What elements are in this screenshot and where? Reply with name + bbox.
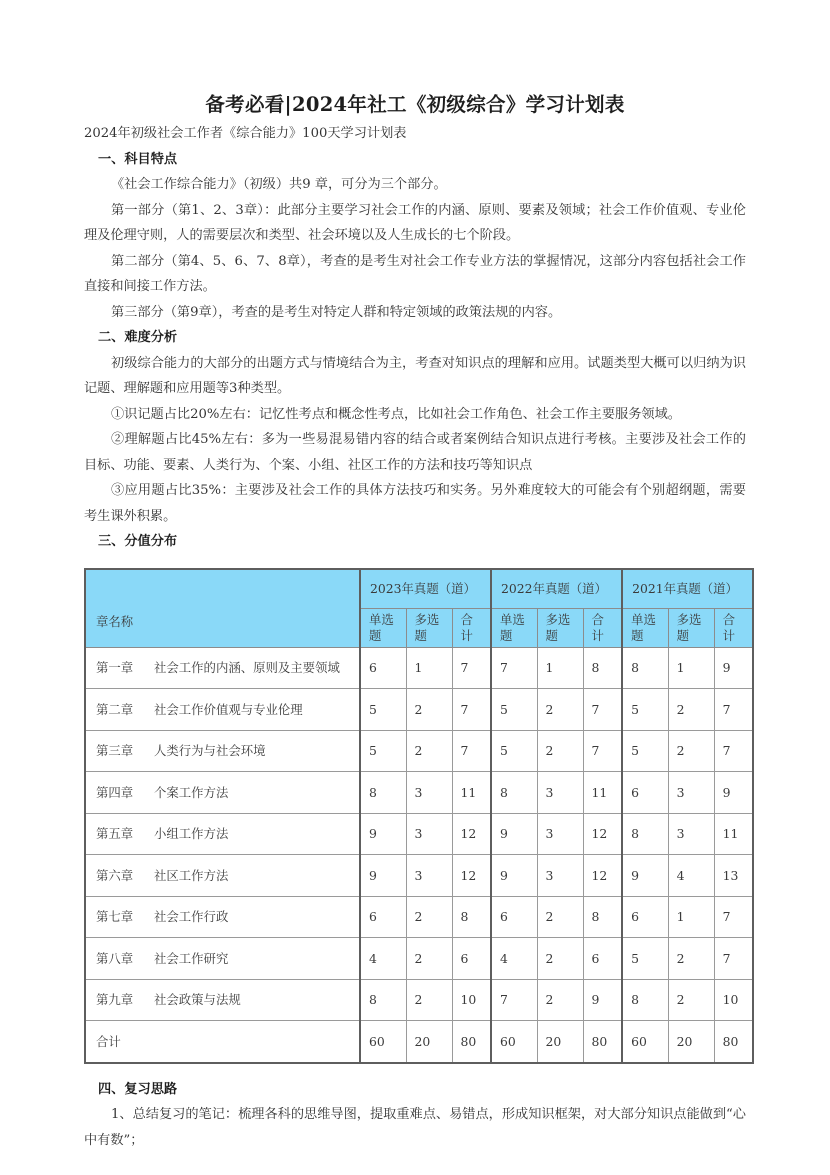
table-cell-chapter-name xyxy=(85,1021,360,1063)
table-cell-value: 6 xyxy=(583,938,622,980)
column-header-year-2021: 2021年真题（道） xyxy=(622,569,753,609)
chapter-title: 个案工作方法 xyxy=(154,784,229,800)
table-cell-value: 2 xyxy=(406,689,452,731)
chapter-number: 第二章 xyxy=(96,701,134,717)
paragraph-chapters-overview: 《社会工作综合能力》（初级）共9 章，可分为三个部分。 xyxy=(111,177,447,193)
table-row xyxy=(85,730,753,772)
column-header-year-2023: 2023年真题（道） xyxy=(360,569,491,609)
column-header-2023-single-choice: 单选题 xyxy=(360,608,406,647)
table-cell-value: 5 xyxy=(360,689,406,731)
section-heading-score-distribution: 三、分值分布 xyxy=(98,534,178,550)
chapter-number: 第四章 xyxy=(96,784,134,800)
table-cell-value: 9 xyxy=(360,813,406,855)
table-cell-value: 11 xyxy=(452,772,491,814)
table-cell-value: 7 xyxy=(714,689,753,731)
column-header-year-2022: 2022年真题（道） xyxy=(491,569,622,609)
score-distribution-table xyxy=(84,568,754,1064)
paragraph-part-two: 第二部分（第4、5、6、7、8章），考查的是考生对社会工作专业方法的掌握情况，这部分内容包括社会工作直接和间接工作方法。 xyxy=(84,253,746,295)
paragraph-part-three: 第三部分（第9章），考查的是考生对特定人群和特定领域的政策法规的内容。 xyxy=(111,304,562,320)
table-cell-value: 2 xyxy=(537,979,583,1021)
chapter-title: 小组工作方法 xyxy=(154,826,229,842)
table-cell-value: 2 xyxy=(406,979,452,1021)
table-cell-value: 8 xyxy=(360,979,406,1021)
chapter-number: 第七章 xyxy=(96,909,134,925)
table-cell-value: 7 xyxy=(714,896,753,938)
table-header xyxy=(85,569,753,648)
table-row xyxy=(85,689,753,731)
table-cell-value: 2 xyxy=(668,730,714,772)
table-cell-chapter-name xyxy=(85,647,360,689)
column-header-2023-multi-choice: 多选题 xyxy=(406,608,452,647)
table-cell-value: 12 xyxy=(583,813,622,855)
table-cell-chapter-name xyxy=(85,979,360,1021)
document-content xyxy=(84,0,746,1153)
chapter-title: 社区工作方法 xyxy=(154,867,229,883)
table-cell-value: 80 xyxy=(583,1021,622,1063)
table-cell-value: 5 xyxy=(622,689,668,731)
paragraph-review-notes: 1、总结复习的笔记：梳理各科的思维导图，提取重难点、易错点，形成知识框架，对大部分知识点能做到“心中有数”； xyxy=(84,1107,746,1148)
section-heading-subject-features: 一、科目特点 xyxy=(98,151,178,167)
table-row xyxy=(85,979,753,1021)
table-cell-chapter-name xyxy=(85,896,360,938)
table-cell-value: 7 xyxy=(583,730,622,772)
table-cell-value: 3 xyxy=(537,855,583,897)
table-cell-value: 4 xyxy=(668,855,714,897)
column-header-2023-total: 合计 xyxy=(452,608,491,647)
table-cell-value: 4 xyxy=(491,938,537,980)
table-cell-chapter-name xyxy=(85,813,360,855)
table-cell-value: 9 xyxy=(622,855,668,897)
table-cell-value: 8 xyxy=(360,772,406,814)
table-cell-value: 20 xyxy=(668,1021,714,1063)
document-subtitle: 2024年初级社会工作者《综合能力》100天学习计划表 xyxy=(84,126,407,142)
paragraph-part-one: 第一部分（第1、2、3章）：此部分主要学习社会工作的内涵、原则、要素及领域；社会工作价值观、专业伦理及伦理守则，人的需要层次和类型、社会环境以及人生成长的七个阶段。 xyxy=(84,202,746,244)
table-cell-value: 7 xyxy=(491,979,537,1021)
column-header-2021-total: 合计 xyxy=(714,608,753,647)
table-cell-value: 3 xyxy=(406,772,452,814)
table-cell-value: 7 xyxy=(452,730,491,772)
paragraph-memory-questions: ①识记题占比20%左右：记忆性考点和概念性考点，比如社会工作角色、社会工作主要服务领域。 xyxy=(111,406,681,422)
table-cell-value: 2 xyxy=(537,730,583,772)
section-heading-difficulty-analysis: 二、难度分析 xyxy=(98,330,178,346)
table-cell-value: 8 xyxy=(452,896,491,938)
table-cell-value: 6 xyxy=(452,938,491,980)
chapter-number: 第五章 xyxy=(96,826,134,842)
column-header-chapter-name-label: 章名称 xyxy=(96,613,134,629)
table-cell-value: 4 xyxy=(360,938,406,980)
chapter-title: 社会工作行政 xyxy=(154,909,229,925)
column-header-2022-total: 合计 xyxy=(583,608,622,647)
table-cell-value: 7 xyxy=(583,689,622,731)
column-header-2021-single-choice: 单选题 xyxy=(622,608,668,647)
table-cell-value: 60 xyxy=(360,1021,406,1063)
table-cell-value: 80 xyxy=(714,1021,753,1063)
chapter-number: 第九章 xyxy=(96,992,134,1008)
table-body xyxy=(85,647,753,1063)
table-cell-value: 5 xyxy=(622,730,668,772)
column-header-2022-multi-choice: 多选题 xyxy=(537,608,583,647)
table-cell-value: 6 xyxy=(622,896,668,938)
table-cell-value: 6 xyxy=(360,647,406,689)
chapter-number: 第三章 xyxy=(96,743,134,759)
table-cell-value: 5 xyxy=(360,730,406,772)
table-cell-value: 3 xyxy=(537,813,583,855)
table-cell-value: 3 xyxy=(668,772,714,814)
table-cell-value: 2 xyxy=(537,689,583,731)
table-cell-value: 8 xyxy=(583,647,622,689)
spacer xyxy=(84,1064,746,1077)
table-cell-value: 9 xyxy=(714,647,753,689)
table-cell-value: 20 xyxy=(406,1021,452,1063)
table-cell-value: 2 xyxy=(406,730,452,772)
table-cell-value: 12 xyxy=(452,855,491,897)
table-cell-value: 9 xyxy=(360,855,406,897)
table-cell-value: 2 xyxy=(668,979,714,1021)
chapter-number: 第一章 xyxy=(96,660,134,676)
table-cell-chapter-name xyxy=(85,772,360,814)
table-cell-value: 1 xyxy=(406,647,452,689)
table-cell-value: 3 xyxy=(406,855,452,897)
table-cell-value: 7 xyxy=(714,938,753,980)
table-cell-value: 8 xyxy=(622,979,668,1021)
chapter-title: 社会工作的内涵、原则及主要领域 xyxy=(154,660,340,676)
column-header-2021-multi-choice: 多选题 xyxy=(668,608,714,647)
column-header-chapter-name xyxy=(85,569,360,648)
table-cell-value: 2 xyxy=(406,896,452,938)
table-cell-value: 5 xyxy=(622,938,668,980)
table-cell-value: 1 xyxy=(537,647,583,689)
table-cell-value: 10 xyxy=(714,979,753,1021)
section-heading-review-approach: 四、复习思路 xyxy=(98,1081,178,1097)
table-row xyxy=(85,938,753,980)
column-header-2022-single-choice: 单选题 xyxy=(491,608,537,647)
chapter-title: 人类行为与社会环境 xyxy=(154,743,266,759)
table-cell-value: 7 xyxy=(452,689,491,731)
table-cell-value: 9 xyxy=(583,979,622,1021)
table-cell-value: 3 xyxy=(406,813,452,855)
chapter-number: 合计 xyxy=(96,1033,121,1049)
table-cell-value: 60 xyxy=(491,1021,537,1063)
table-cell-chapter-name xyxy=(85,730,360,772)
table-row xyxy=(85,855,753,897)
table-cell-value: 9 xyxy=(491,813,537,855)
table-cell-value: 2 xyxy=(668,938,714,980)
table-cell-value: 2 xyxy=(537,896,583,938)
table-cell-value: 6 xyxy=(491,896,537,938)
table-cell-value: 10 xyxy=(452,979,491,1021)
table-cell-value: 20 xyxy=(537,1021,583,1063)
table-header-row-years xyxy=(85,569,753,609)
table-cell-value: 1 xyxy=(668,896,714,938)
table-cell-chapter-name xyxy=(85,938,360,980)
table-row xyxy=(85,647,753,689)
page-title: 备考必看|2024年社工《初级综合》学习计划表 xyxy=(205,93,625,116)
table-cell-value: 7 xyxy=(714,730,753,772)
table-cell-value: 2 xyxy=(406,938,452,980)
table-row xyxy=(85,896,753,938)
table-cell-value: 12 xyxy=(583,855,622,897)
table-cell-value: 8 xyxy=(491,772,537,814)
table-cell-chapter-name xyxy=(85,855,360,897)
table-cell-value: 9 xyxy=(491,855,537,897)
paragraph-application-questions: ③应用题占比35%：主要涉及社会工作的具体方法技巧和实务。另外难度较大的可能会有个别超纲题，需要考生课外积累。 xyxy=(84,483,746,524)
table-cell-value: 11 xyxy=(583,772,622,814)
table-row xyxy=(85,1021,753,1063)
chapter-title: 社会工作研究 xyxy=(154,950,229,966)
table-cell-value: 13 xyxy=(714,855,753,897)
table-cell-value: 7 xyxy=(452,647,491,689)
chapter-title: 社会政策与法规 xyxy=(154,992,241,1008)
table-cell-value: 60 xyxy=(622,1021,668,1063)
table-cell-value: 3 xyxy=(537,772,583,814)
table-cell-value: 2 xyxy=(668,689,714,731)
table-cell-value: 3 xyxy=(668,813,714,855)
chapter-number: 第六章 xyxy=(96,867,134,883)
paragraph-question-types: 初级综合能力的大部分的出题方式与情境结合为主，考查对知识点的理解和应用。试题类型大概可以归纳为识记题、理解题和应用题等3种类型。 xyxy=(84,355,746,397)
table-cell-value: 7 xyxy=(491,647,537,689)
table-row xyxy=(85,772,753,814)
table-cell-value: 5 xyxy=(491,689,537,731)
chapter-number: 第八章 xyxy=(96,950,134,966)
spacer xyxy=(84,555,746,568)
table-cell-value: 8 xyxy=(622,647,668,689)
table-cell-value: 11 xyxy=(714,813,753,855)
table-cell-value: 6 xyxy=(360,896,406,938)
table-cell-value: 6 xyxy=(622,772,668,814)
table-row xyxy=(85,813,753,855)
table-cell-chapter-name xyxy=(85,689,360,731)
table-cell-value: 8 xyxy=(622,813,668,855)
table-cell-value: 9 xyxy=(714,772,753,814)
paragraph-comprehension-questions: ②理解题占比45%左右：多为一些易混易错内容的结合或者案例结合知识点进行考核。主要涉及社会工作的目标、功能、要素、人类行为、个案、小组、社区工作的方法和技巧等知识点 xyxy=(84,432,746,473)
table-cell-value: 2 xyxy=(537,938,583,980)
table-cell-value: 12 xyxy=(452,813,491,855)
chapter-title: 社会工作价值观与专业伦理 xyxy=(154,701,303,717)
table-cell-value: 1 xyxy=(668,647,714,689)
table-cell-value: 8 xyxy=(583,896,622,938)
table-cell-value: 5 xyxy=(491,730,537,772)
table-cell-value: 80 xyxy=(452,1021,491,1063)
